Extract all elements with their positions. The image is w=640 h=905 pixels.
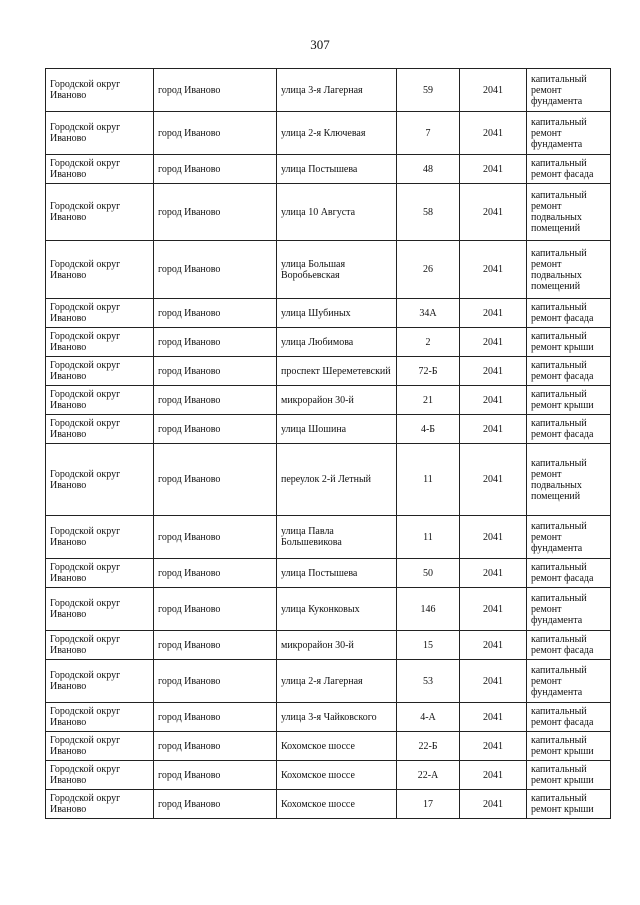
- house-number-cell: 50: [397, 559, 460, 588]
- table-row: [46, 660, 611, 703]
- year-cell: 2041: [460, 660, 527, 703]
- house-number-cell: 26: [397, 241, 460, 299]
- street-cell: улица 2-я Ключевая: [277, 112, 397, 155]
- house-number-cell: 15: [397, 631, 460, 660]
- municipality-cell: Городской округ Иваново: [46, 559, 154, 588]
- table-row: [46, 732, 611, 761]
- work-type-cell: капитальный ремонт фасада: [527, 415, 611, 444]
- table-row: [46, 761, 611, 790]
- work-type-cell: капитальный ремонт крыши: [527, 732, 611, 761]
- city-cell: город Иваново: [154, 588, 277, 631]
- street-cell: Кохомское шоссе: [277, 790, 397, 819]
- street-cell: улица Шубиных: [277, 299, 397, 328]
- street-cell: улица Постышева: [277, 559, 397, 588]
- year-cell: 2041: [460, 559, 527, 588]
- city-cell: город Иваново: [154, 703, 277, 732]
- work-type-cell: капитальный ремонт фасада: [527, 155, 611, 184]
- street-cell: улица Шошина: [277, 415, 397, 444]
- street-cell: улица Большая Воробьевская: [277, 241, 397, 299]
- municipality-cell: Городской округ Иваново: [46, 732, 154, 761]
- house-number-cell: 58: [397, 184, 460, 241]
- year-cell: 2041: [460, 69, 527, 112]
- city-cell: город Иваново: [154, 631, 277, 660]
- city-cell: город Иваново: [154, 790, 277, 819]
- work-type-cell: капитальный ремонт фасада: [527, 559, 611, 588]
- house-number-cell: 59: [397, 69, 460, 112]
- table-row: [46, 69, 611, 112]
- year-cell: 2041: [460, 761, 527, 790]
- year-cell: 2041: [460, 415, 527, 444]
- house-number-cell: 7: [397, 112, 460, 155]
- year-cell: 2041: [460, 444, 527, 516]
- city-cell: город Иваново: [154, 559, 277, 588]
- municipality-cell: Городской округ Иваново: [46, 631, 154, 660]
- year-cell: 2041: [460, 357, 527, 386]
- street-cell: микрорайон 30-й: [277, 386, 397, 415]
- municipality-cell: Городской округ Иваново: [46, 444, 154, 516]
- municipality-cell: Городской округ Иваново: [46, 184, 154, 241]
- year-cell: 2041: [460, 299, 527, 328]
- street-cell: микрорайон 30-й: [277, 631, 397, 660]
- street-cell: улица 2-я Лагерная: [277, 660, 397, 703]
- year-cell: 2041: [460, 241, 527, 299]
- repair-registry-table: [45, 68, 611, 819]
- table-row: [46, 386, 611, 415]
- year-cell: 2041: [460, 386, 527, 415]
- municipality-cell: Городской округ Иваново: [46, 703, 154, 732]
- municipality-cell: Городской округ Иваново: [46, 155, 154, 184]
- house-number-cell: 11: [397, 444, 460, 516]
- street-cell: Кохомское шоссе: [277, 761, 397, 790]
- street-cell: улица 10 Августа: [277, 184, 397, 241]
- year-cell: 2041: [460, 732, 527, 761]
- street-cell: Кохомское шоссе: [277, 732, 397, 761]
- street-cell: улица 3-я Чайковского: [277, 703, 397, 732]
- work-type-cell: капитальный ремонт фундамента: [527, 660, 611, 703]
- city-cell: город Иваново: [154, 328, 277, 357]
- work-type-cell: капитальный ремонт фундамента: [527, 516, 611, 559]
- house-number-cell: 34А: [397, 299, 460, 328]
- municipality-cell: Городской округ Иваново: [46, 112, 154, 155]
- street-cell: переулок 2-й Летный: [277, 444, 397, 516]
- table-row: [46, 357, 611, 386]
- table-row: [46, 444, 611, 516]
- municipality-cell: Городской округ Иваново: [46, 516, 154, 559]
- municipality-cell: Городской округ Иваново: [46, 69, 154, 112]
- city-cell: город Иваново: [154, 241, 277, 299]
- table-row: [46, 155, 611, 184]
- house-number-cell: 53: [397, 660, 460, 703]
- table-row: [46, 415, 611, 444]
- table-row: [46, 184, 611, 241]
- city-cell: город Иваново: [154, 357, 277, 386]
- city-cell: город Иваново: [154, 761, 277, 790]
- city-cell: город Иваново: [154, 155, 277, 184]
- work-type-cell: капитальный ремонт фасада: [527, 703, 611, 732]
- municipality-cell: Городской округ Иваново: [46, 357, 154, 386]
- city-cell: город Иваново: [154, 69, 277, 112]
- table-row: [46, 790, 611, 819]
- city-cell: город Иваново: [154, 444, 277, 516]
- municipality-cell: Городской округ Иваново: [46, 761, 154, 790]
- year-cell: 2041: [460, 112, 527, 155]
- municipality-cell: Городской округ Иваново: [46, 415, 154, 444]
- year-cell: 2041: [460, 588, 527, 631]
- house-number-cell: 146: [397, 588, 460, 631]
- street-cell: улица Павла Большевикова: [277, 516, 397, 559]
- house-number-cell: 22-А: [397, 761, 460, 790]
- year-cell: 2041: [460, 155, 527, 184]
- street-cell: улица Постышева: [277, 155, 397, 184]
- city-cell: город Иваново: [154, 516, 277, 559]
- work-type-cell: капитальный ремонт крыши: [527, 386, 611, 415]
- municipality-cell: Городской округ Иваново: [46, 790, 154, 819]
- table-row: [46, 703, 611, 732]
- page-number: 307: [310, 37, 330, 52]
- house-number-cell: 22-Б: [397, 732, 460, 761]
- municipality-cell: Городской округ Иваново: [46, 588, 154, 631]
- house-number-cell: 48: [397, 155, 460, 184]
- municipality-cell: Городской округ Иваново: [46, 328, 154, 357]
- year-cell: 2041: [460, 328, 527, 357]
- table-row: [46, 299, 611, 328]
- city-cell: город Иваново: [154, 184, 277, 241]
- year-cell: 2041: [460, 703, 527, 732]
- house-number-cell: 2: [397, 328, 460, 357]
- work-type-cell: капитальный ремонт крыши: [527, 761, 611, 790]
- table-row: [46, 241, 611, 299]
- work-type-cell: капитальный ремонт подвальных помещений: [527, 184, 611, 241]
- work-type-cell: капитальный ремонт крыши: [527, 790, 611, 819]
- street-cell: проспект Шереметевский: [277, 357, 397, 386]
- municipality-cell: Городской округ Иваново: [46, 386, 154, 415]
- table-row: [46, 559, 611, 588]
- house-number-cell: 4-Б: [397, 415, 460, 444]
- work-type-cell: капитальный ремонт фундамента: [527, 112, 611, 155]
- street-cell: улица 3-я Лагерная: [277, 69, 397, 112]
- city-cell: город Иваново: [154, 415, 277, 444]
- work-type-cell: капитальный ремонт подвальных помещений: [527, 444, 611, 516]
- street-cell: улица Куконковых: [277, 588, 397, 631]
- work-type-cell: капитальный ремонт фундамента: [527, 588, 611, 631]
- year-cell: 2041: [460, 631, 527, 660]
- year-cell: 2041: [460, 184, 527, 241]
- municipality-cell: Городской округ Иваново: [46, 241, 154, 299]
- work-type-cell: капитальный ремонт фасада: [527, 357, 611, 386]
- house-number-cell: 11: [397, 516, 460, 559]
- municipality-cell: Городской округ Иваново: [46, 660, 154, 703]
- city-cell: город Иваново: [154, 112, 277, 155]
- city-cell: город Иваново: [154, 660, 277, 703]
- year-cell: 2041: [460, 516, 527, 559]
- house-number-cell: 4-А: [397, 703, 460, 732]
- city-cell: город Иваново: [154, 299, 277, 328]
- city-cell: город Иваново: [154, 732, 277, 761]
- house-number-cell: 17: [397, 790, 460, 819]
- house-number-cell: 72-Б: [397, 357, 460, 386]
- house-number-cell: 21: [397, 386, 460, 415]
- work-type-cell: капитальный ремонт фасада: [527, 631, 611, 660]
- table-row: [46, 112, 611, 155]
- year-cell: 2041: [460, 790, 527, 819]
- table-row: [46, 588, 611, 631]
- table-row: [46, 516, 611, 559]
- work-type-cell: капитальный ремонт фасада: [527, 299, 611, 328]
- table-row: [46, 328, 611, 357]
- table-row: [46, 631, 611, 660]
- street-cell: улица Любимова: [277, 328, 397, 357]
- municipality-cell: Городской округ Иваново: [46, 299, 154, 328]
- work-type-cell: капитальный ремонт фундамента: [527, 69, 611, 112]
- work-type-cell: капитальный ремонт подвальных помещений: [527, 241, 611, 299]
- city-cell: город Иваново: [154, 386, 277, 415]
- work-type-cell: капитальный ремонт крыши: [527, 328, 611, 357]
- table-body: [46, 69, 611, 819]
